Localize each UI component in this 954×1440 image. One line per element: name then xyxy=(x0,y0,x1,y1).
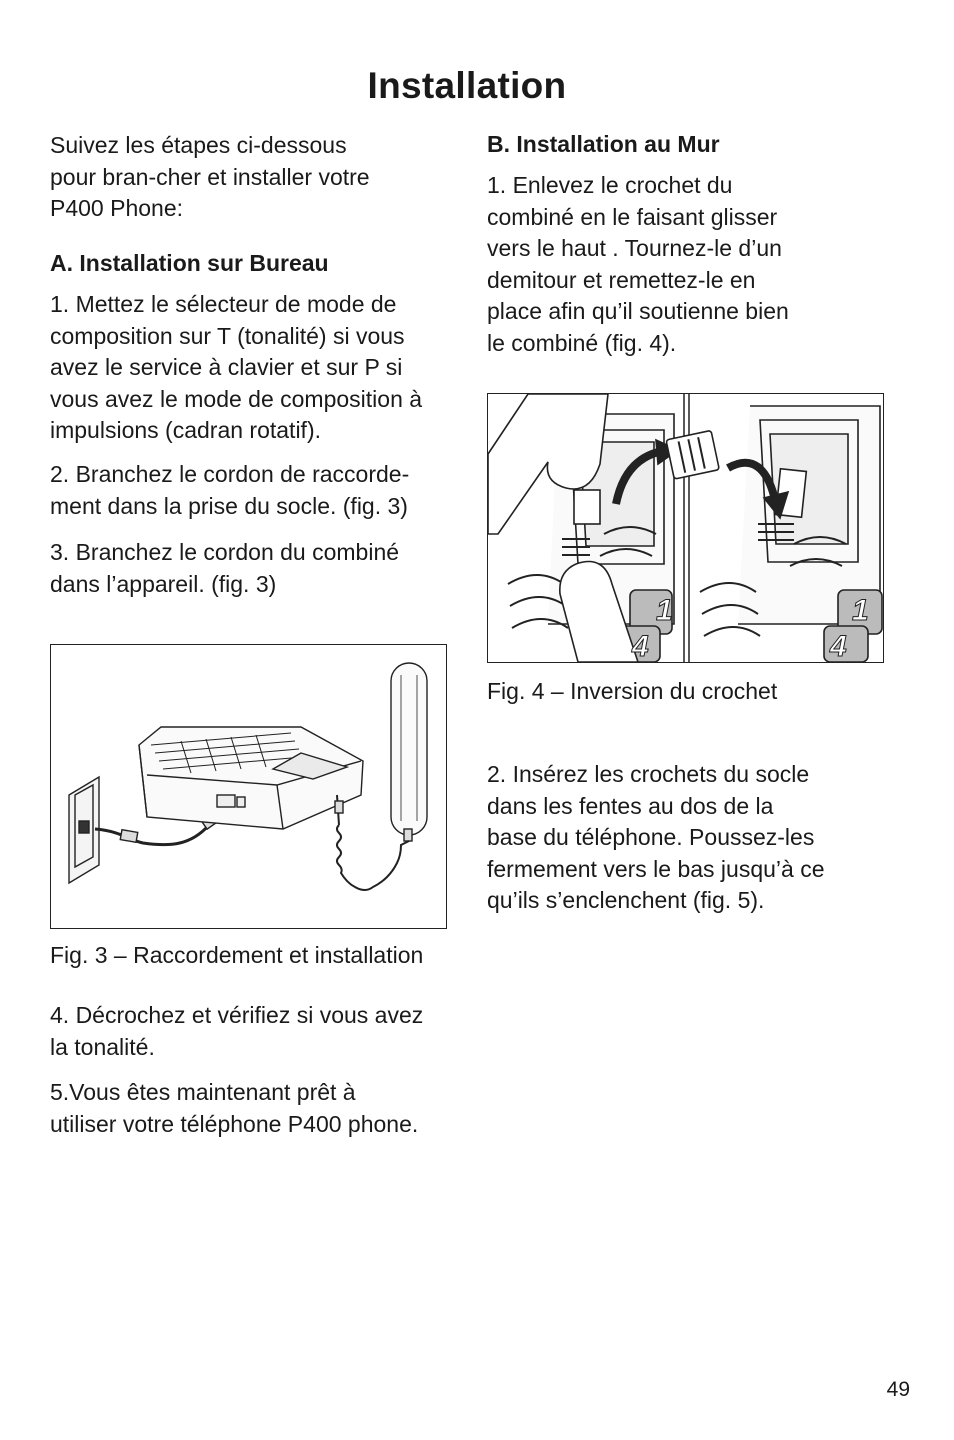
section-a-heading: A. Installation sur Bureau xyxy=(50,250,329,276)
section-b-step-1: 1. Enlevez le crochet du combiné en le faisant glisser vers le haut . Tournez-le d’un demitour et remettez-le en place afin qu’il soutienne bien le combiné (fig. 4). xyxy=(487,172,789,356)
intro-paragraph: Suivez les étapes ci-dessous pour bran-cher et installer votre P400 Phone: xyxy=(50,132,370,221)
page-title: Installation xyxy=(367,64,567,106)
section-a-step-1: 1. Mettez le sélecteur de mode de composition sur T (tonalité) si vous avez le service à clavier et sur P si vous avez le mode de composition à impulsions (cadran rotatif). xyxy=(50,291,423,443)
section-b-step-2: 2. Insérez les crochets du socle dans les fentes au dos de la base du téléphone. Poussez-les fermement vers le bas jusqu’à ce qu’ils s’enclenchent (fig. 5). xyxy=(487,761,825,913)
hook-reversal-illustration xyxy=(488,394,883,662)
figure-4-caption: Fig. 4 – Inversion du crochet xyxy=(487,678,778,704)
figure-3-phone-connection xyxy=(50,644,447,929)
key-1-label: 1 xyxy=(656,594,673,627)
key-1-label-right: 1 xyxy=(852,594,869,627)
section-a-step-3: 3. Branchez le cordon du combiné dans l’appareil. (fig. 3) xyxy=(50,539,400,597)
key-4-label-right: 4 xyxy=(830,630,847,662)
figure-4-hook-reversal xyxy=(487,393,884,663)
phone-installation-illustration xyxy=(51,645,446,928)
section-a-step-5: 5.Vous êtes maintenant prêt à utiliser votre téléphone P400 phone. xyxy=(50,1079,419,1137)
page-number: 49 xyxy=(886,1378,910,1401)
section-a-step-2: 2. Branchez le cordon de raccorde- ment dans la prise du socle. (fig. 3) xyxy=(50,461,410,519)
section-b-heading: B. Installation au Mur xyxy=(487,131,720,157)
key-4-label: 4 xyxy=(632,630,649,662)
figure-3-caption: Fig. 3 – Raccordement et installation xyxy=(50,942,424,968)
section-a-step-4: 4. Décrochez et vérifiez si vous avez la tonalité. xyxy=(50,1002,424,1060)
